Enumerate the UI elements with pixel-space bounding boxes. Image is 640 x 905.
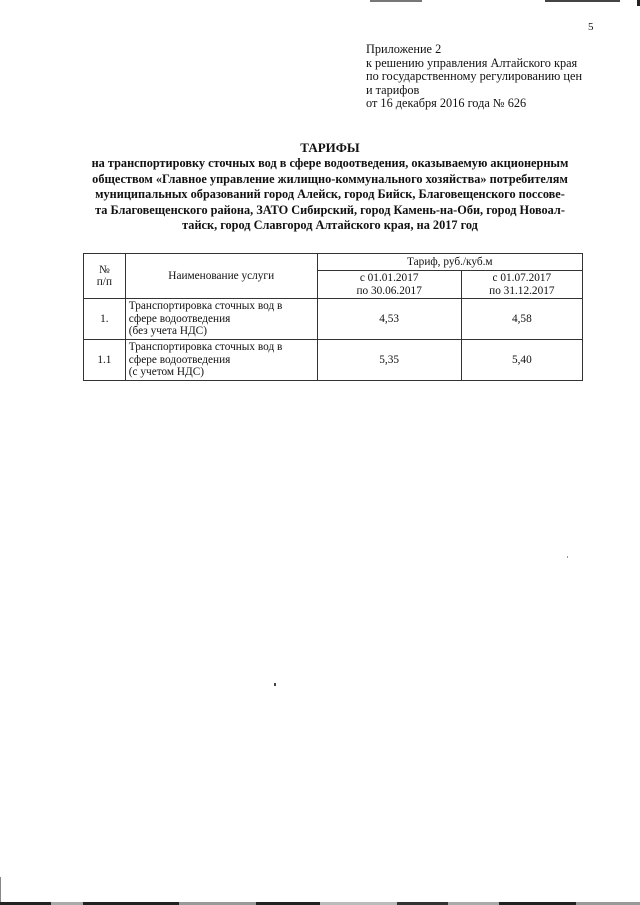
cell-service: Транспортировка сточных вод в сфере водоотведения (без учета НДС) [125,299,317,340]
cell-tariff-period-2: 4,58 [461,299,582,340]
header-period-1: с 01.01.2017 по 30.06.2017 [317,271,461,299]
scan-artifact-top [370,0,422,2]
title-line: тайск, город Славгород Алтайского края, на 2017 год [182,218,478,232]
table-row [84,339,583,380]
title-line: обществом «Главное управление жилищно-коммунального хозяйства» потребителям [92,171,568,186]
scan-speck [567,556,568,558]
appendix-reference [366,43,582,111]
tariff-table [83,253,583,381]
header-tariff-group: Тариф, руб./куб.м [317,254,582,271]
appendix-line: по государственному регулированию цен [366,69,583,84]
page-number: 5 [588,21,594,33]
cell-tariff-period-2: 5,40 [461,339,582,380]
table-header-row [84,254,583,271]
appendix-line: к решению управления Алтайского края [366,55,578,70]
table-row [84,299,583,340]
scan-artifact-top [545,0,620,2]
title-line: на транспортировку сточных вод в сфере водоотведения, оказываемую акционерным [91,156,569,170]
cell-service: Транспортировка сточных вод в сфере водоотведения (с учетом НДС) [125,339,317,380]
title-line: муниципальных образований город Алейск, город Бийск, Благовещенского поссове- [95,187,565,201]
cell-number: 1.1 [84,339,126,380]
cell-tariff-period-1: 5,35 [317,339,461,380]
header-number: № п/п [84,254,126,299]
scan-artifact-edge [0,877,1,902]
header-service: Наименование услуги [125,254,317,299]
header-period-2: с 01.07.2017 по 31.12.2017 [461,271,582,299]
appendix-line: от 16 декабря 2016 года № 626 [366,96,527,111]
scan-speck [274,683,276,686]
appendix-line: и тарифов [366,82,420,97]
cell-number: 1. [84,299,126,340]
title-heading: ТАРИФЫ [300,140,360,155]
document-title [70,140,590,234]
title-line: та Благовещенского района, ЗАТО Сибирский, город Камень-на-Оби, город Новоал- [95,202,565,217]
cell-tariff-period-1: 4,53 [317,299,461,340]
appendix-line: Приложение 2 [366,42,442,56]
